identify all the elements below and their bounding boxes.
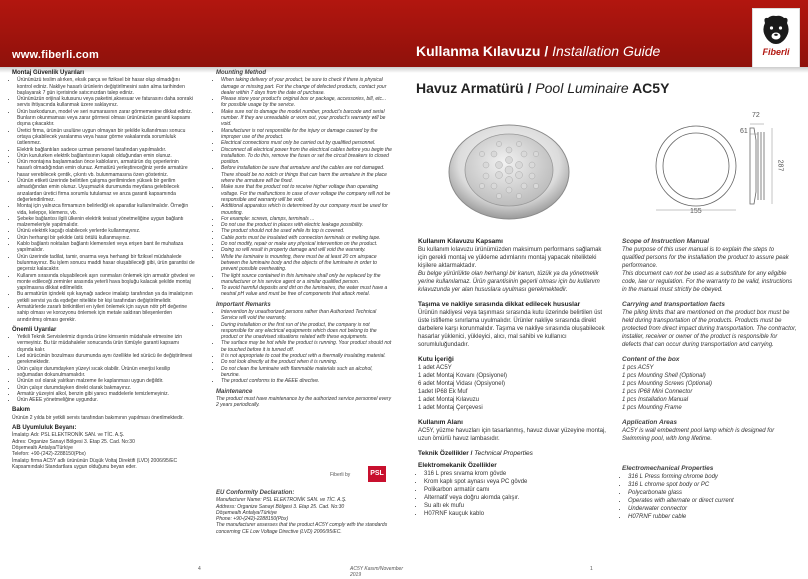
right-header-shadow — [404, 67, 808, 73]
list-item: • Make sure not to damage the model number, product's barcode and serial number. If they are unreadable or worn out, your product's warranty will be void. — [221, 109, 392, 128]
list-item: • 316 L pres sıvama krom gövde — [424, 470, 606, 478]
dim-155: 155 — [690, 208, 702, 215]
scope-en-p1: The purpose of this user manual is to explain the steps to qualified persons for the installation the product to assure peak performance. — [622, 247, 789, 269]
right-english-column — [622, 238, 798, 521]
important-list — [12, 334, 195, 403]
list-item: • Ürün barkodunun, model ve seri numarasının zarar görmemesine dikkat ediniz. Bunların okunmaması veya zarar görmesi olması ürününüzün garanti kapsamı dışına çıkacaktır. — [17, 109, 195, 128]
list-item: • Polikarbon armatür camı — [424, 486, 606, 494]
conformity-tr-title: AB Uyumluluk Beyanı: — [12, 425, 77, 432]
transport-tr-text: Ürünün nakliyesi veya taşınması sırasında kutu üzerinde belirtilen üst üste istifleme sınırlama uyulmalıdır. Ürünler nakliye sırasında direkt darbelere karşı korunmalıdır. Taşıma ve nakliye sırasında oluşabilecek hasarlar yüklenici, yükleyici, alıcı, mal sahibi ve kullanıcı sorumluluğundadır. — [418, 310, 605, 348]
scope-en-p2: This document can not be used as a substitute for any eligible code, law or regulation. For the warranty to be valid, instructions in the manual must strictly be obeyed. — [622, 271, 793, 293]
list-item: • During installation or the first run of the product, the company is not responsible for any electrical equipments which does not belong to the product or the unadvised situations related with these equipments. — [221, 322, 392, 341]
list-item: 1 adet Montaj Kılavuzu — [418, 397, 480, 403]
mounting-list — [216, 77, 392, 297]
footer-code: AC5Y Kasım/November 2019 — [350, 566, 403, 578]
list-item: • 316 L Press forming chrome body — [628, 473, 798, 481]
scope-tr-p2: Bu belge yürürlükte olan herhangi bir kanun, tüzük ya da yönetmelik yerine kullanılamaz. Ürün garantisinin geçerli olması için bu kullanım kılavuzunda yer alan hususlara uyulması gerekmektedir. — [418, 271, 600, 293]
transport-en-title: Carrying and transportation facts — [622, 301, 725, 308]
list-item: • Ürününüzün orijinal kutusunu veya paketini,aksesuar ve faturasını daha sonraki servis ihtiyacında kullanmak üzere saklayınız. — [17, 96, 195, 109]
list-item: • Do not look directly at the product when it is running. — [221, 359, 392, 365]
list-item: • Ürün çalışır durumdayken yüzeyi sıcak olabilir. Ürünün enerjisi kesilip soğumadan dokunulmamalıdır. — [17, 366, 195, 379]
right-page-number: 1 — [590, 566, 593, 572]
list-item: • Ürün üzerinde tadilat, tamir, onarma veya herhangi bir fiziksel müdahalede bulunmayınız. Bu işlem sonucu maddi hasar oluşabileceği gibi, ürün garantisi de geçersiz kalacaktır. — [17, 254, 195, 273]
elec-en-list — [622, 473, 798, 521]
list-item: • H07RNF kauçuk kablo — [424, 510, 606, 518]
list-item: • While the luminaire is mounting, there must be at least 20 cm airspace between the luminaire body and the objects of the luminaire in order to prevent possible overheating. — [221, 254, 392, 273]
list-item: • To avoid harmful deposits and dirt on the luminaires, the water must have a neutral pH value and must be free of components that attack metal. — [221, 285, 392, 298]
list-item: • Do not use the product in places with electric leakage possibility. — [221, 222, 392, 228]
right-turkish-column — [418, 238, 606, 518]
mounting-title: Mounting Method — [216, 70, 266, 76]
list-item: • Ürün AEEE yönetmeliğine uygundur. — [17, 397, 195, 403]
list-item: 1 adet Montaj Çerçevesi — [418, 405, 483, 411]
list-item: • Montaj için yalnızca firmamızın belirlediği ek aparatlar kullanılmalıdır. Örneğin vida, kelepçe, klemens, vb. — [17, 203, 195, 216]
list-item: • Kullanım sırasında oluşabilecek aşırı ısınmaları önlemek için armatür gövdesi ve monte edileceği zeminler arasında yeterli hava boşluğu kalacak şekilde montaj yapılmasına dikkat edilmelidir. — [17, 273, 195, 292]
list-item: • Manufacturer is not responsible for the injury or damage caused by the improper use of the product. — [221, 128, 392, 141]
safety-list — [12, 77, 195, 323]
tech-title-tr: Teknik Özellikler — [418, 450, 469, 457]
list-item: 1 pcs IP68 Mini Connector — [622, 389, 693, 395]
conformity-en — [216, 490, 392, 535]
dim-287: 287 — [776, 159, 784, 172]
list-item: • The product should not be used while its top is covered. — [221, 228, 392, 234]
list-item: 6 adet Montaj Vidası (Opsiyonel) — [418, 381, 505, 387]
tech-title-en: Technical Properties — [474, 450, 533, 457]
list-item: • Ürün montajına başlanmadan önce kabloların, armatürün dış çeperlerinin hasarlı olmadığından emin olunuz. Armatürü yerleştireceğiniz yerde armatüre hasar verebilecek çentik, çıkıntı vb. bulunmamasına özen gösteriniz. — [17, 159, 195, 178]
dim-61: 61 — [740, 128, 748, 135]
list-item: • Additional apparatus which is determined by our company must be used for mounting. — [221, 203, 392, 216]
maintenance-en-text: The product must have maintenance by the authorized service personnel every 2 years periodically. — [216, 395, 392, 409]
list-item: • Bu armatürün içindeki ışık kaynağı sadece imalatçı tarafından ya da imalatçının yetkili servisi ya da eşdeğer nitelikte bir kişi tarafından değiştirilmelidir. — [17, 291, 195, 304]
scope-tr-p1: Bu kullanım kılavuzu ürünümüzden maksimum performans sağlamak için gerekli montaj ve yükleme adımlarını montaj yapacak nitelikteki kişilere aktarmaktadır. — [418, 247, 602, 269]
important-title: Önemli Uyarılar — [12, 326, 57, 333]
guide-title-en: Installation Guide — [552, 43, 661, 59]
remarks-list — [216, 309, 392, 385]
conformity-line: Döşemealtı Antalya/Türkiye — [12, 444, 73, 451]
area-tr-text: AC5Y, yüzme havuzları için tasarlanmış, havuz duvar yüzeyine montaj, uzun ömürlü havuz lambasıdır. — [418, 428, 606, 442]
list-item: • Ürünün etiketi üzerinde belirtilen çalışma geriliminden yüksek bir gerilim almadığından emin olunuz. Uyuşmazlık durumunda meydana gelebilecek arızalardan üretici firma sorumlu tutulamaz ve arıza garanti kapsamında değerlendirilmez. — [17, 178, 195, 203]
list-item: • Intervention by unauthorized persons rather than Authorized Technical Service will void the warranty. — [221, 309, 392, 322]
list-item: • Polycarbonate glass — [628, 489, 798, 497]
conformity-line: Adres: Organize Sanayi Bölgesi 3. Etap 25. Cad. No:30 — [12, 438, 135, 445]
product-model: AC5Y — [632, 80, 670, 96]
box-tr-title: Kutu İçeriği — [418, 356, 454, 363]
list-item: • Do not modify, repair or make any physical intervention on the product. — [221, 241, 392, 247]
scope-en-title: Scope of Instruction Manual — [622, 238, 710, 245]
list-item: • The surface may be hot while the product is running. Your product should not be touched before it is turned off. — [221, 340, 392, 353]
tech-title — [418, 450, 606, 458]
list-item: • Led sürücünün bozulması durumunda aynı özellikte led sürücü ile değiştirilmesi gerekmektedir. — [17, 353, 195, 366]
list-item: • Cable ports must be insulated with connection terminals or melting tape. — [221, 235, 392, 241]
psl-logo: PSL — [368, 466, 386, 482]
list-item: • For example: screws, clamps, terminals ... — [221, 216, 392, 222]
list-item: 1 pcs Mounting Shell (Optional) — [622, 373, 706, 379]
list-item: • Krom kaplı spot aynası veya PC gövde — [424, 478, 606, 486]
list-item: • Ürününüzü teslim alırken, eksik parça ve fiziksel bir hasar olup olmadığını kontrol ediniz. Nakliye hasarlı ürünlerin değiştirilmesini satın alma tarihinden başlayarak 7 gün içerisinde satıcınızdan talep ediniz. — [17, 77, 195, 96]
list-item: • Yetkili Teknik Servislerimiz dışında ürüne kimsenin müdahale etmesine izin vermeyiniz. Bu tür müdahaleler sonucunda ürün tümüyle garanti kapsamı dışında kalır. — [17, 334, 195, 353]
dim-72: 72 — [752, 112, 760, 119]
list-item: • Ürün herhangi bir şekilde üstü örtülü kullanmayınız. — [17, 235, 195, 241]
list-item: • Ürün kurulurken elektrik bağlantısının kapalı olduğundan emin olunuz. — [17, 153, 195, 159]
conformity-line: Manufacturer Name: PSL ELEKTRONİK SAN. ve TİC. A.Ş. — [216, 497, 347, 504]
conformity-en-title: EU Conformity Declaration: — [216, 490, 295, 496]
list-item: • Armatürlerde zararlı birikintileri en iyileri önlemek için suyun nötr pH değerine sahip olması ve korozyonu önlemek için metale saldıran bileşenlerden arındırılmış olması gerekir. — [17, 304, 195, 323]
title-separator: / — [468, 450, 475, 457]
dimension-drawing — [640, 122, 788, 218]
list-item: • Ürün çalışır durumdayken direkt olarak bakmayınız. — [17, 385, 195, 391]
elec-en-title: Electromechanical Properties — [622, 465, 714, 472]
list-item: • Do not clean the luminaire with flammable materials such as alcohol, benzine. — [221, 366, 392, 379]
product-photo — [424, 118, 594, 222]
list-item: • Operates with alternate or direct current — [628, 497, 798, 505]
left-header-bar — [0, 0, 404, 67]
list-item: 1 adet Montaj Kovanı (Opsiyonel) — [418, 373, 508, 379]
product-title-tr: Havuz Armatürü — [416, 80, 524, 96]
list-item: • Su altı ek mufu — [424, 502, 606, 510]
product-title — [416, 80, 669, 96]
list-item: • Kablo bağlantı noktaları bağlantı klemensleri veya erişen bant ile muhafaza yapılmalıdır. — [17, 241, 195, 254]
elec-tr-list — [418, 470, 606, 518]
list-item: • Şebeke bağlantısı ilgili ülkenin elektrik tesisat yönetmeliğine uygun bağlantı malzemeleriyle yapılmalıdır. — [17, 216, 195, 229]
list-item: • Disconnect all electrical power from the electrical cables before you begin the installation. To do this, remove the fuses or set the circuit breakers to closed position. — [221, 147, 392, 166]
left-page-number: 4 — [198, 566, 201, 572]
english-column — [216, 70, 392, 408]
transport-tr-title: Taşıma ve nakliye sırasında dikkat edilecek hususlar — [418, 301, 581, 308]
list-item: • H07RNF rubber cable — [628, 513, 798, 521]
maintenance-tr-text: Ürünün 2 yılda bir yetkili servis tarafından bakımının yapılması önerilmektedir. — [12, 414, 184, 421]
remarks-title: Important Remarks — [216, 301, 271, 308]
list-item: • Electrical connections must only be carried out by qualified personnel. — [221, 140, 392, 146]
list-item: • Ürünü elektrik kaçağı olabilecek yerlerde kullanmayınız. — [17, 228, 195, 234]
list-item: • Üretici firma, ürünün usulüne uygun olmayan bir şekilde kullanılması sonucu ortaya çıkabilecek yaralanma veya hasar görme vakalarında sorumluluk üstlenmez. — [17, 128, 195, 147]
technical-drawing — [640, 112, 788, 218]
website-url[interactable]: www.fiberli.com — [12, 49, 99, 61]
safety-title: Montaj Güvenlik Uyarıları — [12, 70, 85, 76]
luminaire-image — [424, 118, 594, 222]
scope-tr-title: Kullanım Kılavuzu Kapsamı — [418, 238, 503, 245]
title-separator: / — [523, 80, 536, 96]
list-item: • When taking delivery of your product, be sure to check if there is physical damage or missing part. For the change of defected products, contact your dealer within 7 days from the date of purchase. — [221, 77, 392, 96]
list-item: • Please store your product's original box or package, accessories, bill, etc... for possible usage by the service. — [221, 96, 392, 109]
list-item: 1adet IP68 Ek Muf — [418, 389, 468, 395]
list-item: • Doing so will result in property damage and will void the warranty. — [221, 247, 392, 253]
list-item: • Ürünün ısıl olarak yalıtkan malzeme ile kaplanması uygun değildir. — [17, 378, 195, 384]
area-en-title: Application Areas — [622, 419, 678, 426]
guide-title-tr: Kullanma Kılavuzu — [416, 43, 541, 59]
list-item: 1 pcs Mounting Frame — [622, 405, 682, 411]
logo-text: Fiberli — [762, 47, 790, 57]
fiberli-logo — [752, 8, 800, 70]
area-en-text: AC5Y is wall embedment pool lamp which is designed for Swimming pool, with long lifetime. — [622, 428, 775, 442]
right-page — [404, 0, 808, 579]
list-item: • 316 L chrome spot body or PC — [628, 481, 798, 489]
elec-tr-title: Elektromekanik Özellikler — [418, 462, 497, 469]
list-item: • Alternatif veya doğru akımda çalışır. — [424, 494, 606, 502]
conformity-line: İmalatçı Adı: PSL ELEKTRONİK SAN. ve TİC. A.Ş. — [12, 432, 125, 439]
badges — [330, 466, 390, 484]
list-item: • Armatür yüzeyini alkol, benzin gibi yanıcı maddelerle temizlemeyiniz. — [17, 391, 195, 397]
maintenance-tr-title: Bakım — [12, 407, 31, 414]
fiberli-by-label: Fiberli by — [330, 472, 351, 478]
area-tr-title: Kullanım Alanı — [418, 419, 463, 426]
list-item: • Elektrik bağlantıları sadece uzman personel tarafından yapılmalıdır. — [17, 147, 195, 153]
list-item: 1 pcs AC5Y — [622, 365, 654, 371]
turkish-column — [12, 70, 195, 470]
list-item: 1 pcs Mounting Screws (Optional) — [622, 381, 713, 387]
title-separator: / — [540, 43, 553, 59]
list-item: • The light source contained in this luminaire shall only be replaced by the manufacturer or his service agent or a similar qualified person. — [221, 273, 392, 286]
bear-icon — [759, 13, 793, 47]
conformity-line: Address: Organize Sanayi Bölgesi 3. Etap 25. Cad. No:30 — [216, 503, 345, 510]
conformity-line: Phone: +90-(242)-2288150(Pbx) — [216, 516, 289, 523]
box-en-title: Content of the box — [622, 356, 680, 363]
conformity-line: İmalatçı firma AC5Y adlı ürününün Düşük Voltaj Direktifi (LVD) 2006/95/EC Kapsamındaki Standartlara uygun olduğunu beyan eder. — [12, 457, 178, 470]
list-item: 1 adet AC5Y — [418, 365, 452, 371]
list-item: • The product conforms to the AEEE directive. — [221, 378, 392, 384]
conformity-line: The manufacturer assesses that the product AC5Y comply with the standards concerning CE Low Voltage Directive (LVD) 2006/95/EC. — [216, 522, 388, 535]
conformity-line: Döşemealtı Antalya/Türkiye — [216, 509, 277, 516]
right-header-bar — [404, 0, 808, 67]
conformity-line: Telefon: +90-(242)-2288150(Pbx) — [12, 451, 86, 458]
product-title-en: Pool Luminaire — [535, 80, 629, 96]
maintenance-en-title: Maintenance — [216, 388, 253, 395]
list-item: • Underwater connector — [628, 505, 798, 513]
guide-title — [416, 43, 660, 59]
list-item: • It is not appropriate to coat the product with a thermally insulating material. — [221, 353, 392, 359]
list-item: 1 pcs Installation Manual — [622, 397, 689, 403]
transport-en-text: The piling limits that are mentioned on the product box must be held during transportation of the products. Products must be protected from direct impact during transportation. The contractor, installer, receiver or owner of the product is responsible for defects that can occur during transportation and carrying. — [622, 310, 797, 348]
list-item: • Make sure that the product not to receive higher voltage than operating voltage. For the malfunctions in case of over voltage the company will not be responsible and warranty will be void. — [221, 184, 392, 203]
list-item: • Before installation be sure that armature and the cables are not damaged. There should be no notch or things that can harm the armature in the place where the armature will be fixed. — [221, 165, 392, 184]
